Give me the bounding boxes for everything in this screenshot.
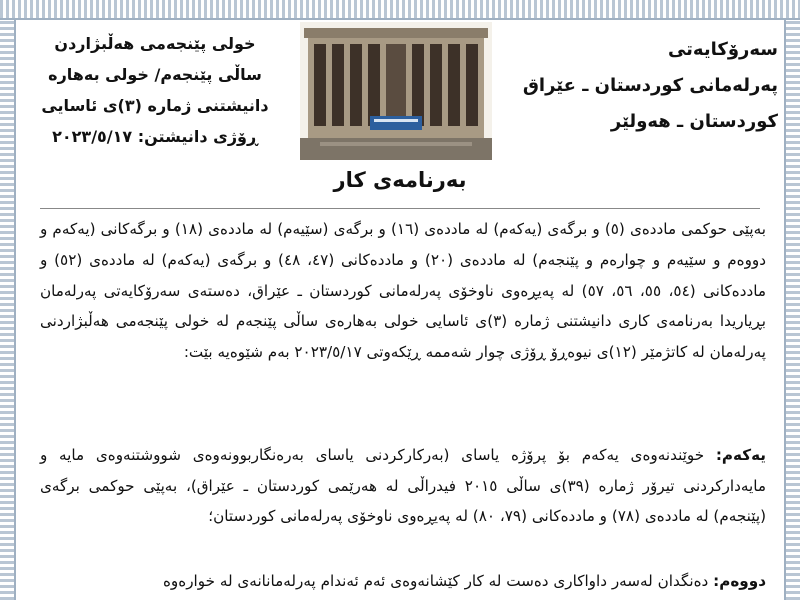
page-title: بەرنامەی کار: [333, 168, 467, 192]
agenda-item-label: یەکەم:: [715, 446, 767, 464]
letterhead-line-location: کوردستان ـ هەولێر: [610, 111, 778, 132]
agenda-item-1: [40, 440, 766, 532]
page-border-right: [784, 20, 800, 600]
session-term: خولی پێنجەمی هەڵبژاردن: [54, 34, 256, 53]
letterhead-line-presidency: سەرۆکایەتی: [667, 39, 778, 60]
agenda-item-text: خوێندنەوەی یەکەم بۆ پرۆژە یاسای (بەرکارکردنی یاسای بەرەنگاربوونەوەی شووشتنەوەی مایە و مایەدارکردنی تیرۆر ژمارە (٣٩)ی ساڵی ٢٠١٥ فیدراڵی لە هەرێمی کوردستان ـ عێراق)، بەپێی حوکمی برگەی (پێنجەم) لە ماددەی (٧٨) و ماددەکانی (٧٩، ٨٠) لە پەیڕەوی ناوخۆی پەرلەمانی کوردستان؛: [40, 446, 766, 525]
title-divider: [40, 208, 760, 209]
agenda-item-2: [40, 566, 766, 597]
session-number: دانیشتنی ژمارە (٣)ی ئاسایی: [41, 96, 269, 115]
page-border-top: [0, 0, 800, 20]
parliament-building-image: [300, 22, 492, 160]
agenda-item-label: دووەم:: [713, 572, 766, 590]
intro-paragraph: بەپێی حوکمی ماددەی (٥) و برگەی (یەکەم) لە ماددەی (١٦) و برگەی (سێیەم) لە ماددەی (١٨) و برگەکانی (یەکەم و دووەم و سێیەم و چوارەم و پێنجەم) لە ماددەی (٢٠) و ماددەکانی (٤٧، ٤٨) و برگەی (یەکەم) لە ماددەی (٥٢) و ماددەکانی (٥٤، ٥٥، ٥٦، ٥٧) لە پەیڕەوی ناوخۆی پەرلەمانی کوردستان ـ عێراق، دەستەی سەرۆکایەتی پەرلەمان بڕیاریدا بەرنامەی کاری دانیشتنی ژمارە (٣)ی ئاسایی خولی بەهارەی ساڵی پێنجەم لە خولی پێنجەمی هەڵبژاردنی پەرلەمان لە کاتژمێر (١٢)ی نیوەڕۆ ڕۆژی چوار شەممە ڕێکەوتی ٢٠٢٣/٥/١٧ بەم شێوەیە بێت:: [40, 220, 767, 362]
parliament-letterhead: [518, 32, 778, 140]
session-info: [30, 28, 280, 152]
session-year: ساڵی پێنجەم/ خولی بەهارە: [48, 65, 262, 84]
letterhead-line-parliament: پەرلەمانی کوردستان ـ عێراق: [522, 75, 778, 96]
session-date: ڕۆژی دانیشتن: ٢٠٢٣/٥/١٧: [52, 127, 258, 146]
agenda-item-text: دەنگدان لەسەر داواکاری دەست لە کار کێشانەوەی ئەم ئەندام پەرلەمانانەی لە خوارەوە: [162, 572, 709, 590]
page-border-left: [0, 20, 16, 600]
